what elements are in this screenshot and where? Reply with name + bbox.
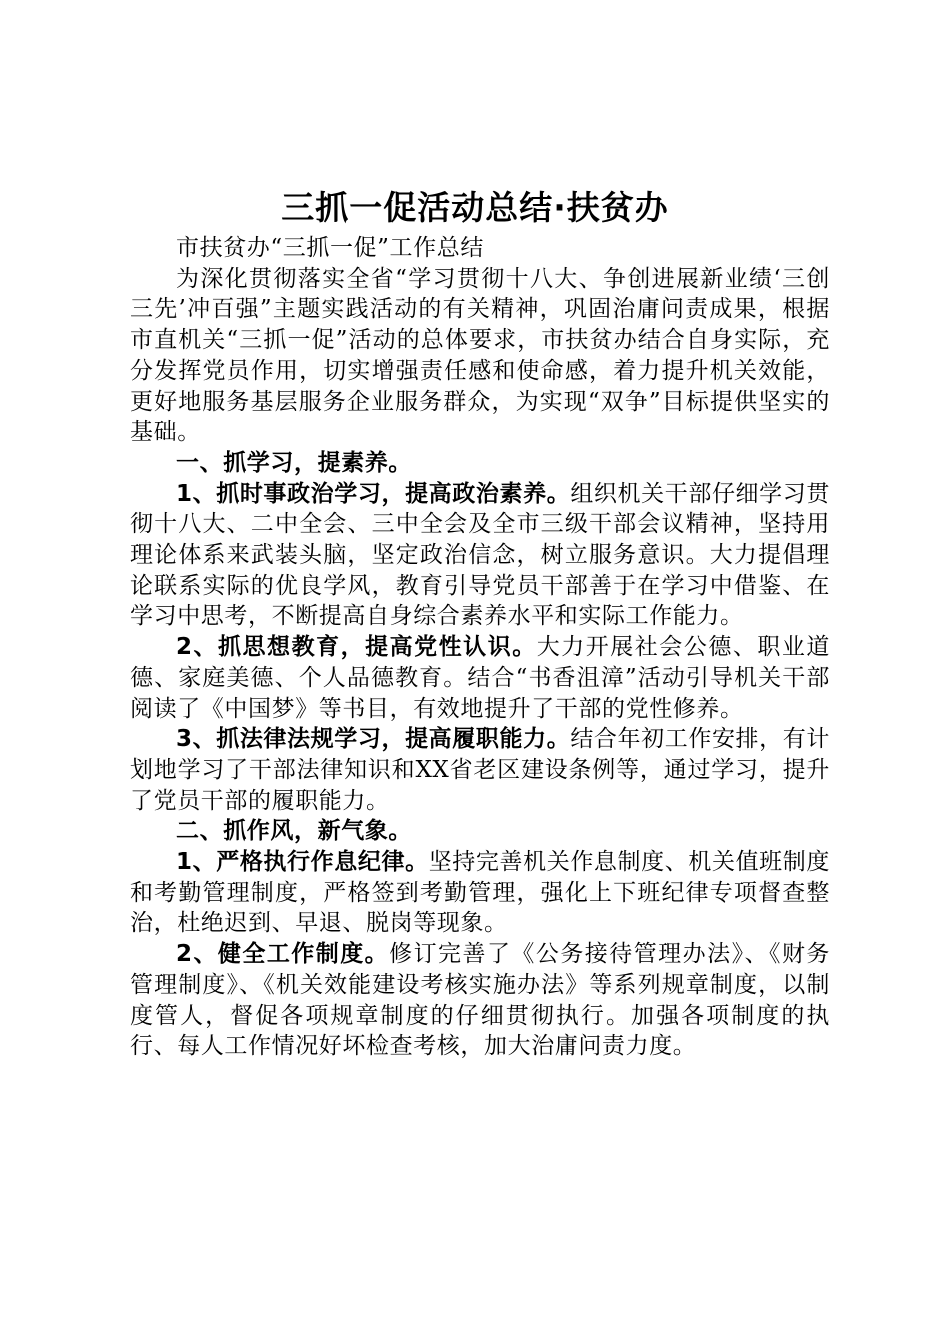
section-paragraph xyxy=(130,939,830,1062)
document-body xyxy=(130,233,830,1062)
section-paragraph xyxy=(130,724,830,816)
paragraph-lead: 3、抓法律法规学习，提高履职能力。 xyxy=(176,726,571,753)
document-title: 三抓一促活动总结·扶贫办 xyxy=(281,188,669,227)
paragraph-text: 组织机关干部仔细学习贯彻十八大、二中全会、三中全会及全市三级干部会议精神，坚持用理论体系来武装头脑，坚定政治信念，树立服务意识。大力提倡理论联系实际的优良学风，教育引导党员干部善于在学习中借鉴、在学习中思考，不断提高自身综合素养水平和实际工作能力。 xyxy=(130,480,830,630)
section-heading: 一、抓学习，提素养。 xyxy=(176,449,412,476)
section-paragraph xyxy=(130,632,830,724)
paragraph-lead: 2、抓思想教育，提高党性认识。 xyxy=(176,634,537,661)
paragraph-lead: 2、健全工作制度。 xyxy=(176,941,390,968)
paragraph-lead: 1、抓时事政治学习，提高政治素养。 xyxy=(176,480,571,507)
section-paragraph xyxy=(130,479,830,633)
paragraph-lead: 1、严格执行作息纪律。 xyxy=(176,849,429,876)
paragraph-text: 结合年初工作安排，有计划地学习了干部法律知识和XX省老区建设条例等，通过学习，提升了党员干部的履职能力。 xyxy=(130,726,830,814)
paragraph-text: 坚持完善机关作息制度、机关值班制度和考勤管理制度，严格签到考勤管理，强化上下班纪律专项督查整治，杜绝迟到、早退、脱岗等现象。 xyxy=(130,849,830,937)
section-heading: 二、抓作风，新气象。 xyxy=(176,818,412,845)
section-paragraph xyxy=(130,847,830,939)
paragraph-text: 大力开展社会公德、职业道德、家庭美德、个人品德教育。结合“书香沮漳”活动引导机关干部阅读了《中国梦》等书目，有效地提升了干部的党性修养。 xyxy=(130,634,830,722)
paragraph-text: 修订完善了《公务接待管理办法》、《财务管理制度》、《机关效能建设考核实施办法》等系列规章制度，以制度管人，督促各项规章制度的仔细贯彻执行。加强各项制度的执行、每人工作情况好坏检查考核，加大治庸问责力度。 xyxy=(130,941,830,1060)
intro-paragraph: 为深化贯彻落实全省“学习贯彻十八大、争创进展新业绩‘三创三先’冲百强”主题实践活动的有关精神，巩固治庸问责成果，根据市直机关“三抓一促”活动的总体要求，市扶贫办结合自身实际，充分发挥党员作用，切实增强责任感和使命感，着力提升机关效能，更好地服务基层服务企业服务群众，为实现“双争”目标提供坚实的基础。 xyxy=(130,265,830,446)
document-subtitle: 市扶贫办“三抓一促”工作总结 xyxy=(176,235,484,261)
